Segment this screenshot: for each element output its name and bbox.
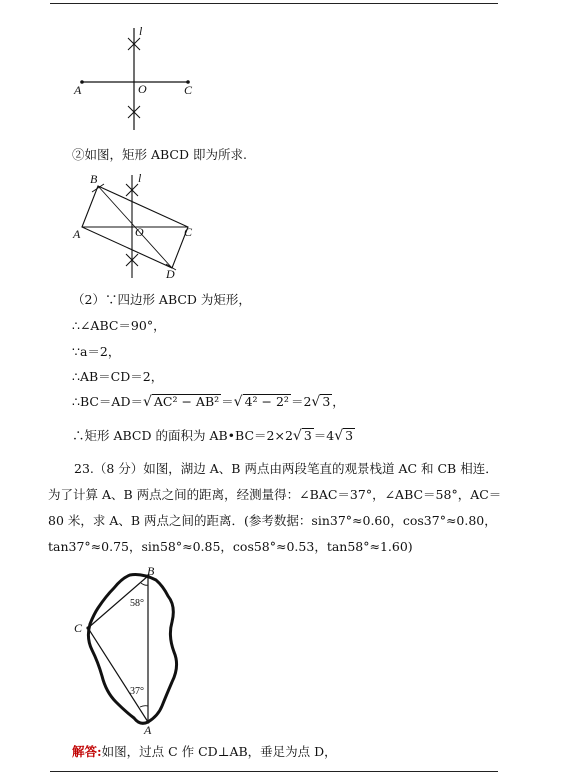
label-a: A [73, 227, 81, 241]
label-l: l [138, 171, 142, 185]
label-angle-58: 58° [130, 598, 144, 609]
radicand-4-2: 4² − 2² [244, 394, 289, 409]
step2-text: ②如图，矩形 ABCD 即为所求. [72, 147, 247, 162]
eq2: ＝2 [290, 394, 312, 409]
label-a: A [144, 723, 152, 737]
part2-line1: （2）∵四边形 ABCD 为矩形， [72, 292, 251, 307]
label-o: O [138, 82, 147, 96]
label-c: C [184, 83, 193, 97]
answer-line [72, 742, 337, 760]
eq1: ＝ [221, 394, 234, 409]
label-d: D [166, 267, 175, 281]
part2-line6: ∴矩形 ABCD 的面积为 AB•BC＝2×2√ 3 ＝4√ 3 [72, 428, 354, 444]
label-b: B [90, 172, 98, 186]
radicand-3a: 3 [303, 428, 312, 443]
label-o: O [135, 225, 144, 239]
bottom-rule [50, 771, 498, 772]
part2-line3: ∵a＝2， [72, 344, 121, 359]
area-eq: ＝4 [313, 428, 335, 443]
radicand-3b: 3 [345, 428, 354, 443]
figure-lake-abc [68, 566, 192, 736]
problem-23: 23.（8 分）如图，湖边 A、B 两点由两段笔直的观景栈道 AC 和 CB 相连．为了计算 A、B 两点之间的距离，经测量得：∠BAC＝37°，∠ABC＝58°，AC＝80 米，求 A、B 两点之间的距离．(参考数据：sin37°≈0.60，cos37°≈0.80，tan37°≈0.75，sin58°≈0.85，cos58°≈0.53，tan58°≈1.60) [48, 461, 502, 554]
part2-line5: ∴BC＝AD＝√ AC² − AB² ＝√ 4² − 2² ＝2√ 3 ， [72, 394, 345, 410]
bc-prefix: ∴BC＝AD＝ [72, 394, 143, 409]
label-c: C [74, 621, 83, 635]
answer-label: 解答: [72, 744, 102, 759]
part2-line2: ∴∠ABC＝90°， [72, 318, 166, 333]
answer-text: 如图，过点 C 作 CD⊥AB，垂足为点 D， [101, 744, 337, 759]
radicand-ac-ab: AC² − AB² [153, 394, 220, 409]
area-prefix: ∴矩形 ABCD 的面积为 AB•BC＝2×2 [72, 428, 293, 443]
label-angle-37: 37° [130, 686, 144, 697]
label-c: C [184, 225, 193, 239]
figure-perpendicular-bisector [60, 22, 210, 132]
top-rule [50, 3, 498, 4]
part2-line4: ∴AB＝CD＝2， [72, 369, 164, 384]
suffix: ， [332, 394, 345, 409]
figure-rectangle-abcd [68, 170, 208, 282]
radicand-3: 3 [322, 394, 331, 409]
label-l: l [139, 24, 143, 38]
label-b: B [147, 564, 155, 578]
label-a: A [74, 83, 82, 97]
